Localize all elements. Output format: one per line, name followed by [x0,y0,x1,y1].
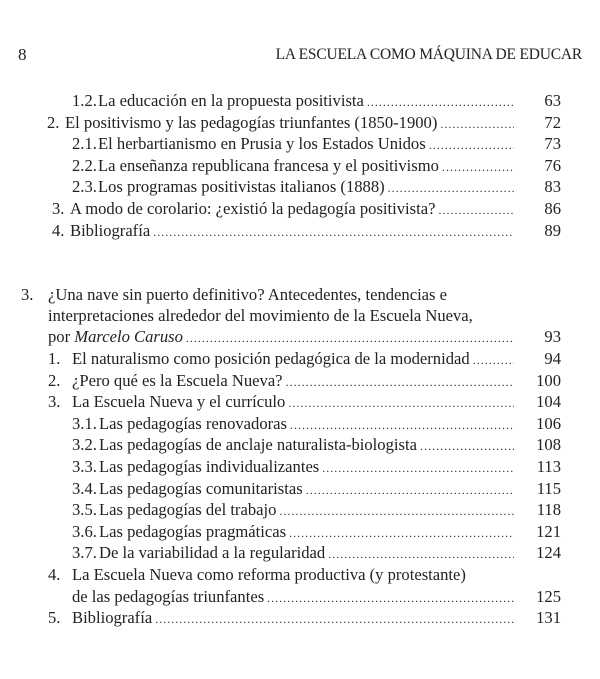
page-ref: 73 [544,134,561,154]
page-ref: 125 [536,586,561,606]
page-ref: 115 [536,478,561,498]
toc-entry[interactable] [98,134,514,154]
toc-entry[interactable] [72,371,514,391]
chapter-title-line2: interpretaciones alrededor del movimiento de la Escuela Nueva, [48,306,473,325]
dot-leader [328,544,514,564]
page-ref: 93 [544,327,561,346]
toc-entry[interactable] [98,177,514,197]
dot-leader [288,393,514,413]
page-number: 8 [18,45,27,64]
page-ref: 106 [536,413,561,433]
dot-leader [388,178,514,198]
toc-entry[interactable] [65,113,514,133]
entry-title: ¿Pero qué es la Escuela Nueva? [72,370,283,390]
page-ref: 108 [536,435,561,455]
entry-number: 3.1. [72,413,97,433]
entry-title: El positivismo y las pedagogías triunfantes (1850-1900) [65,112,438,132]
entry-number: 1. [48,349,61,368]
entry-number: 3.7. [72,543,97,563]
page-ref: 113 [536,457,561,476]
entry-title: A modo de corolario: ¿existió la pedagogía positivista? [70,199,436,218]
dot-leader [473,350,514,370]
toc-entry[interactable] [72,392,514,412]
entry-number: 3.4. [72,478,97,498]
page-ref: 63 [544,91,561,110]
entry-number: 3.2. [72,435,97,455]
entry-number: 5. [48,608,61,628]
dot-leader [155,609,514,629]
dot-leader [153,222,514,242]
page-ref: 83 [544,177,561,197]
entry-number: 3.6. [72,521,97,541]
entry-title[interactable]: La Escuela Nueva como reforma productiva (y protestante) [72,565,466,584]
entry-number: 3.5. [72,500,97,520]
page-ref: 131 [536,608,561,628]
page-ref: 94 [544,349,561,368]
entry-number: 4. [52,220,65,240]
toc-entry[interactable] [72,587,514,607]
entry-title: Las pedagogías individualizantes [99,457,320,476]
entry-title: La enseñanza republicana francesa y el positivismo [98,155,439,175]
dot-leader [322,458,514,478]
entry-title: Las pedagogías renovadoras [99,413,287,433]
toc-entry[interactable] [72,349,514,369]
page-ref: 72 [544,112,561,132]
chapter-title-line1: ¿Una nave sin puerto definitivo? Antecedentes, tendencias e [48,285,448,304]
dot-leader [429,135,514,155]
entry-title: La Escuela Nueva y el currículo [72,392,286,412]
entry-number: 3. [52,199,65,218]
dot-leader [367,92,514,112]
dot-leader [438,200,514,220]
dot-leader [442,157,514,177]
chapter-title-author-row[interactable] [48,327,514,347]
toc-entry[interactable] [99,479,514,499]
dot-leader [290,415,514,435]
toc-entry[interactable] [99,500,514,520]
chapter-number: 3. [21,285,34,304]
toc-entry[interactable] [98,156,514,176]
entry-title: Las pedagogías pragmáticas [99,521,287,541]
page-ref: 76 [544,155,561,175]
entry-title: De la variabilidad a la regularidad [99,543,326,563]
dot-leader [279,501,514,521]
entry-number: 2.3. [72,177,97,197]
toc-entry[interactable] [99,522,514,542]
entry-number: 1.2. [72,91,97,110]
entry-number: 4. [48,565,61,584]
running-header: LA ESCUELA COMO MÁQUINA DE EDUCAR [275,46,582,63]
dot-leader [440,114,514,134]
toc-entry[interactable] [70,199,514,219]
dot-leader [186,328,514,348]
dot-leader [306,480,514,500]
page-ref: 89 [544,220,561,240]
entry-title: Las pedagogías comunitaristas [99,478,303,498]
toc-entry[interactable] [70,221,514,241]
entry-title: Las pedagogías de anclaje naturalista-biologista [99,435,417,455]
toc-entry[interactable] [99,543,514,563]
entry-number: 3. [48,392,61,412]
entry-title: La educación en la propuesta positivista [98,91,364,110]
entry-title-cont: de las pedagogías triunfantes [72,586,265,606]
page-ref: 121 [536,521,561,541]
entry-title: Bibliografía [72,608,153,628]
dot-leader [267,588,514,608]
toc-entry[interactable] [99,414,514,434]
entry-number: 2. [48,370,61,390]
dot-leader [289,523,514,543]
page-ref: 104 [536,392,561,412]
entry-title: Las pedagogías del trabajo [99,500,277,520]
toc-entry[interactable] [99,435,514,455]
page-ref: 100 [536,370,561,390]
entry-title: El naturalismo como posición pedagógica de la modernidad [72,349,470,368]
toc-entry[interactable] [99,457,514,477]
dot-leader [420,436,514,456]
entry-number: 2.2. [72,155,97,175]
author-name: Marcelo Caruso [74,327,183,346]
toc-entry[interactable] [98,91,514,111]
page-ref: 124 [536,543,561,563]
entry-number: 3.3. [72,457,97,476]
entry-number: 2. [47,112,60,132]
author-prefix: por [48,327,71,346]
dot-leader [286,372,514,392]
entry-number: 2.1. [72,134,97,154]
page-ref: 86 [544,199,561,218]
entry-title: Los programas positivistas italianos (1888) [98,177,385,197]
page-ref: 118 [536,500,561,520]
entry-title: Bibliografía [70,220,151,240]
entry-title: El herbartianismo en Prusia y los Estados Unidos [98,134,426,154]
toc-entry[interactable] [72,608,514,628]
